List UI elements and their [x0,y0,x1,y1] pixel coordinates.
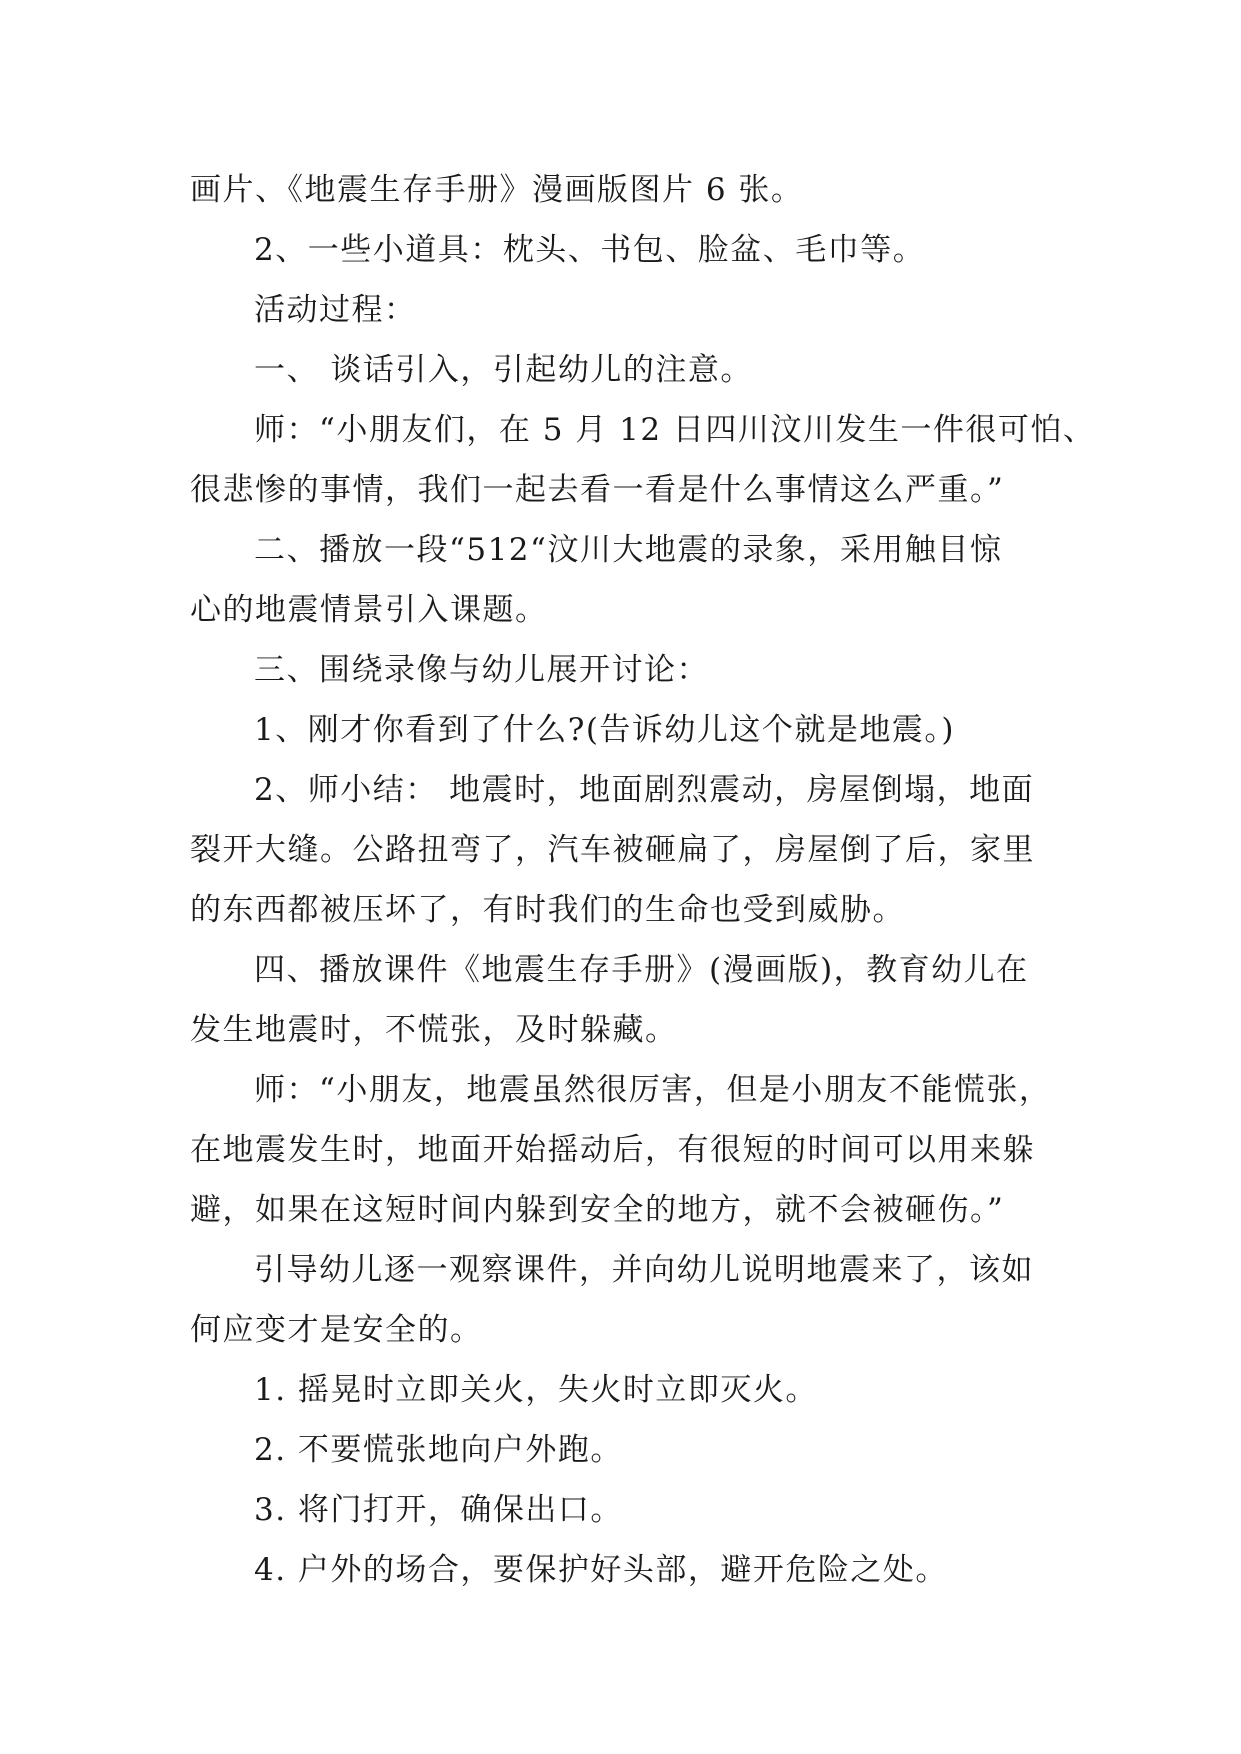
text-line: 引导幼儿逐一观察课件，并向幼儿说明地震来了，该如 [254,1252,1034,1288]
list-item: 4. 户外的场合，要保护好头部，避开危险之处。 [254,1552,948,1588]
section-heading: 三、围绕录像与幼儿展开讨论： [254,652,709,688]
section-heading: 二、播放一段“512“汶川大地震的录象，采用触目惊 [254,532,1003,568]
text-line: 避，如果在这短时间内躲到安全的地方，就不会被砸伤。” [190,1192,1005,1228]
text-line: 2、师小结： 地震时，地面剧烈震动，房屋倒塌，地面 [254,772,1035,808]
list-item: 1. 摇晃时立即关火，失火时立即灭火。 [254,1372,818,1408]
text-line: 裂开大缝。公路扭弯了，汽车被砸扁了，房屋倒了后，家里 [190,832,1035,868]
list-item: 3. 将门打开，确保出口。 [254,1492,623,1528]
document-body [190,160,1096,1600]
text-line: 2、一些小道具：枕头、书包、脸盆、毛巾等。 [254,232,926,268]
text-line: 的东西都被压坏了，有时我们的生命也受到威胁。 [190,892,905,928]
text-line: 心的地震情景引入课题。 [190,592,548,628]
text-line: 很悲惨的事情，我们一起去看一看是什么事情这么严重。” [190,472,1005,508]
text-line: 在地震发生时，地面开始摇动后，有很短的时间可以用来躲 [190,1132,1035,1168]
text-line: 画片、《地震生存手册》漫画版图片 6 张。 [190,172,804,208]
list-item: 2. 不要慌张地向户外跑。 [254,1432,623,1468]
text-line: 何应变才是安全的。 [190,1312,483,1348]
section-heading: 活动过程： [254,292,417,328]
section-heading: 四、播放课件《地震生存手册》(漫画版)，教育幼儿在 [254,952,1029,988]
text-line: 师：“小朋友们，在 5 月 12 日四川汶川发生一件很可怕、 [254,412,1096,448]
text-line: 发生地震时，不慌张，及时躲藏。 [190,1012,678,1048]
text-line: 1、刚才你看到了什么?(告诉幼儿这个就是地震。) [254,712,956,748]
section-heading: 一、 谈话引入，引起幼儿的注意。 [254,352,753,388]
text-line: 师：“小朋友，地震虽然很厉害，但是小朋友不能慌张， [254,1072,1052,1108]
